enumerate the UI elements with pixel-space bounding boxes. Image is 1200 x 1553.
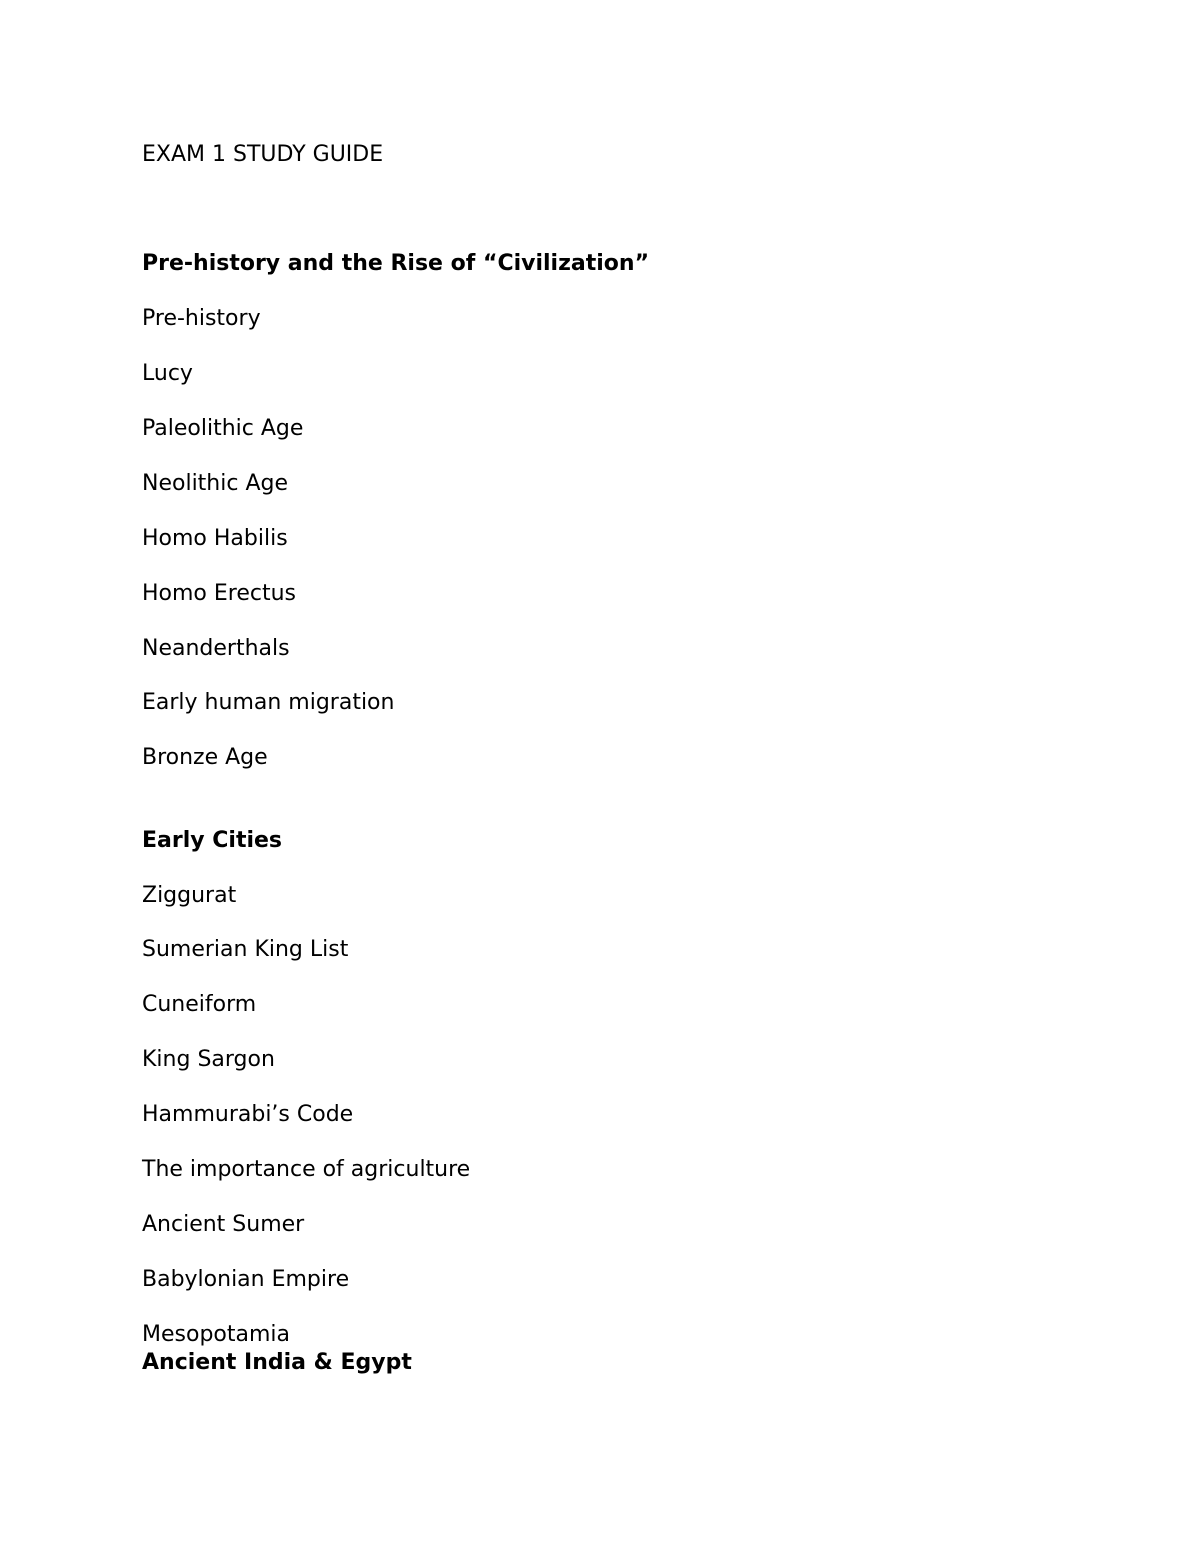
list-item: Homo Habilis [142, 526, 288, 551]
list-item: Sumerian King List [142, 937, 349, 962]
list-item: Ancient Sumer [142, 1212, 305, 1237]
list-item: King Sargon [142, 1047, 275, 1072]
list-item: Early human migration [142, 690, 395, 715]
list-item: Neanderthals [142, 636, 290, 661]
list-item: Pre-history [142, 306, 261, 331]
section-heading-ancient-india-egypt: Ancient India & Egypt [142, 1350, 412, 1375]
section-heading-early-cities: Early Cities [142, 828, 283, 853]
document-title: EXAM 1 STUDY GUIDE [142, 142, 384, 167]
list-item: The importance of agriculture [142, 1157, 471, 1182]
section-heading-prehistory: Pre-history and the Rise of “Civilization” [142, 251, 650, 276]
list-item: Neolithic Age [142, 471, 288, 496]
list-item: Bronze Age [142, 745, 268, 770]
list-item: Hammurabi’s Code [142, 1102, 354, 1127]
list-item: Cuneiform [142, 992, 257, 1017]
list-item: Paleolithic Age [142, 416, 304, 441]
list-item: Homo Erectus [142, 581, 297, 606]
list-item: Lucy [142, 361, 193, 386]
list-item: Mesopotamia [142, 1322, 290, 1347]
list-item: Ziggurat [142, 883, 237, 908]
list-item: Babylonian Empire [142, 1267, 350, 1292]
